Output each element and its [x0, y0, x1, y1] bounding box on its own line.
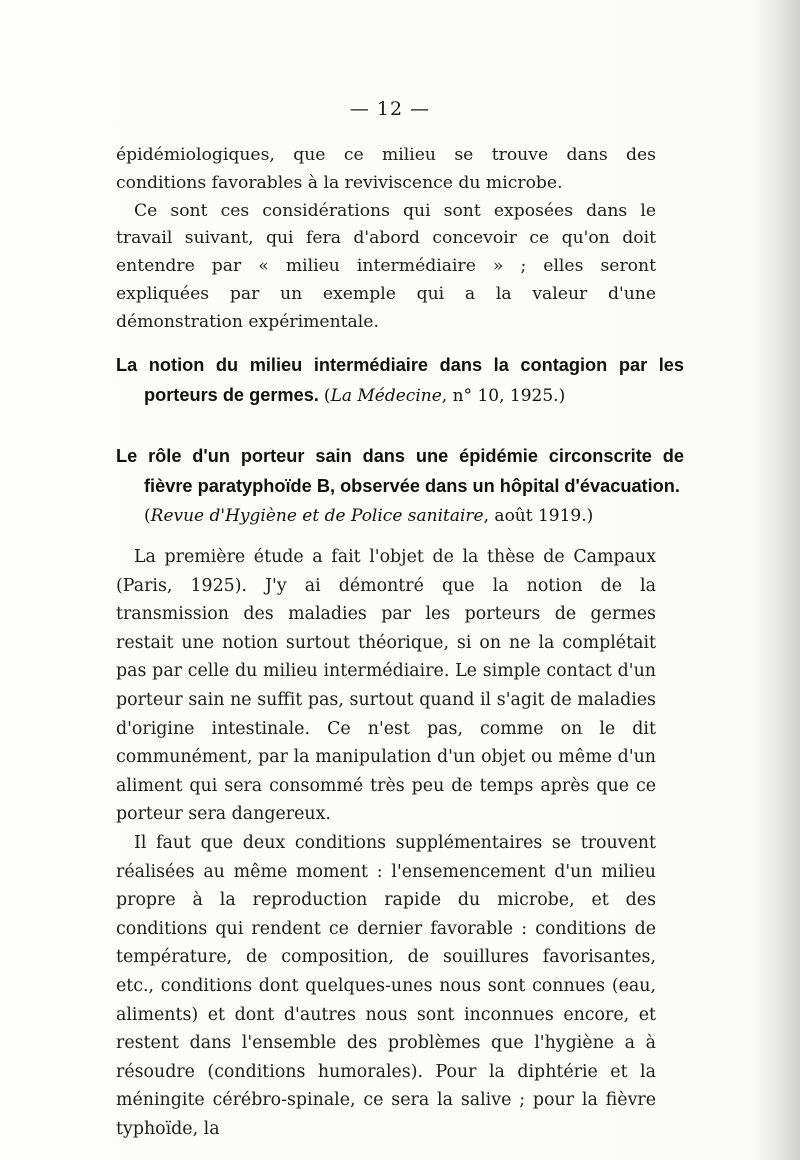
- intro-text: [116, 142, 656, 337]
- reference-2-title: Le rôle d'un porteur sain dans une épidémie circonscrite de fièvre paratyphoïde B, observée dans un hôpital d'évacuation.: [116, 446, 684, 496]
- intro-paragraph-1: épidémiologiques, que ce milieu se trouve dans des conditions favorables à la reviviscence du microbe.: [116, 145, 656, 193]
- body-text: [116, 543, 656, 1143]
- page-number: — 12 —: [349, 98, 431, 120]
- reference-2: [116, 441, 684, 531]
- reference-1: [116, 350, 684, 411]
- body-paragraph-2: Il faut que deux conditions supplémentaires se trouvent réalisées au même moment : l'ensemencement d'un milieu propre à la reproduction rapide du microbe, et des conditions qui rendent ce dernier favorable : conditions de température, de composition, de souillures favorisantes, etc., conditions dont quelques-unes nous sont connues (eau, aliments) et dont d'autres nous sont inconnues encore, et restent dans l'ensemble des problèmes que l'hygiène a à résoudre (conditions humorales). Pour la diphtérie et la méningite cérébro-spinale, ce sera la salive ; pour la fièvre typhoïde, la: [116, 832, 656, 1139]
- reference-1-title: La notion du milieu intermédiaire dans la contagion par les porteurs de germes.: [116, 355, 684, 405]
- reference-1-journal: La Médecine: [330, 386, 442, 406]
- body-paragraph-1: La première étude a fait l'objet de la thèse de Campaux (Paris, 1925). J'y ai démontré que la notion de la transmission des maladies par les porteurs de germes restait une notion surtout théorique, si on ne la complétait pas par celle du milieu intermédiaire. Le simple contact d'un porteur sain ne suffit pas, surtout quand il s'agit de maladies d'origine intestinale. Ce n'est pas, comme on le dit communément, par la manipulation d'un objet ou même d'un aliment qui sera consommé très peu de temps après que ce porteur sera dangereux.: [116, 547, 656, 825]
- reference-2-journal: Revue d'Hygiène et de Police sanitaire: [150, 506, 484, 526]
- intro-paragraph-2: Ce sont ces considérations qui sont exposées dans le travail suivant, qui fera d'abord concevoir ce qu'on doit entendre par « milieu intermédiaire » ; elles seront expliquées par un exemple qui a la valeur d'une démonstration expérimentale.: [116, 200, 656, 332]
- reference-1-source: (La Médecine, n° 10, 1925.): [323, 386, 566, 406]
- reference-1-details: , n° 10, 1925.: [441, 386, 559, 406]
- reference-2-source: (Revue d'Hygiène et de Police sanitaire, août 1919.): [144, 506, 594, 526]
- reference-2-details: , août 1919.: [483, 506, 587, 526]
